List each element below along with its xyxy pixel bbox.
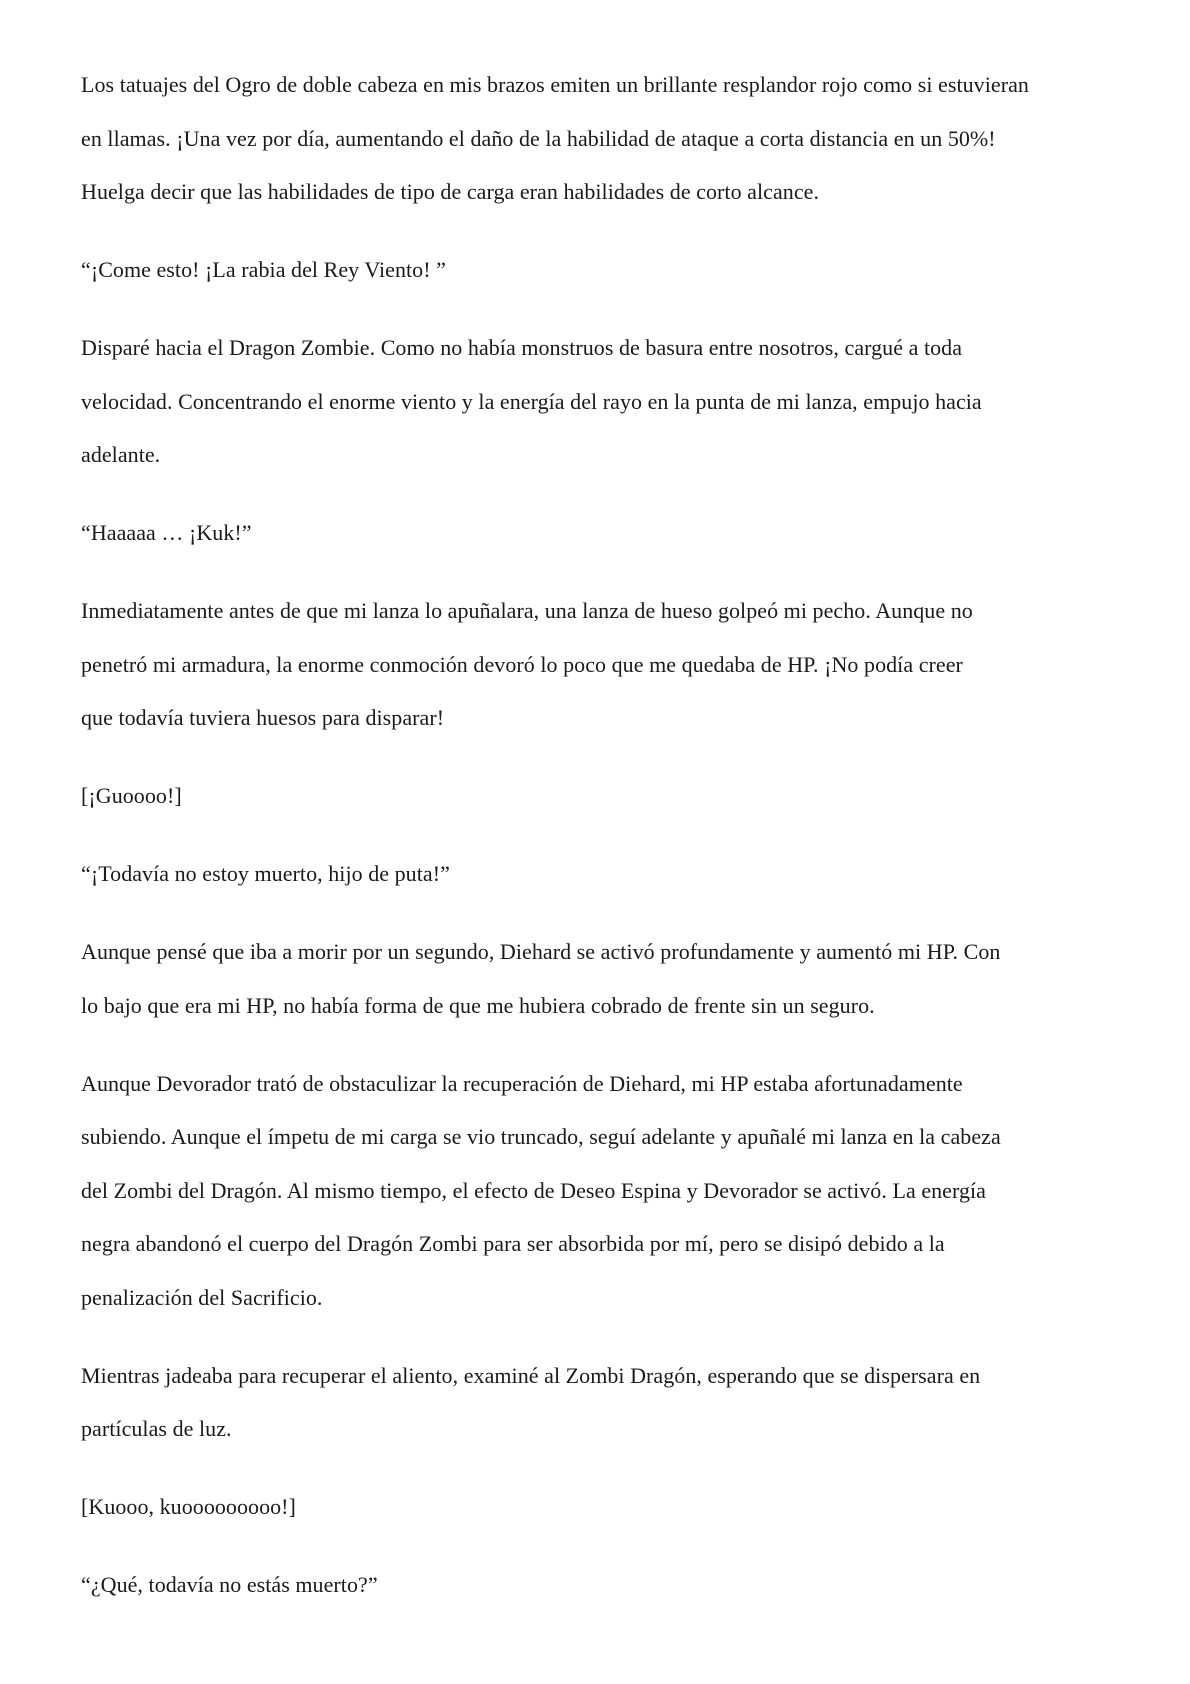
paragraph-1 [81, 58, 1121, 219]
text-line: que todavía tuviera huesos para disparar! [81, 705, 445, 730]
paragraph-5 [81, 584, 1121, 745]
text-line: Disparé hacia el Dragon Zombie. Como no había monstruos de basura entre nosotros, cargué a toda [81, 335, 963, 360]
text-line: Inmediatamente antes de que mi lanza lo apuñalara, una lanza de hueso golpeó mi pecho. Aunque no [81, 598, 973, 623]
text-line: Aunque Devorador trató de obstaculizar la recuperación de Diehard, mi HP estaba afortunadamente [81, 1070, 963, 1096]
text-line: penetró mi armadura, la enorme conmoción devoró lo poco que me quedaba de HP. ¡No podía creer [81, 651, 963, 677]
text-line: negra abandonó el cuerpo del Dragón Zombi para ser absorbida por mí, pero se disipó debido a la [81, 1231, 945, 1256]
text-line: lo bajo que era mi HP, no había forma de que me hubiera cobrado de frente sin un seguro. [81, 992, 875, 1018]
text-line: “¿Qué, todavía no estás muerto?” [81, 1572, 378, 1597]
text-line: [¡Guoooo!] [81, 783, 182, 808]
text-line: velocidad. Concentrando el enorme viento y la energía del rayo en la punta de mi lanza, empujo hacia [81, 388, 982, 414]
paragraph-6 [81, 769, 1121, 823]
text-line: [Kuooo, kuooooooooo!] [81, 1494, 296, 1519]
paragraph-11 [81, 1480, 1121, 1534]
paragraph-9 [81, 1057, 1121, 1325]
text-line: Los tatuajes del Ogro de doble cabeza en mis brazos emiten un brillante resplandor rojo como si estuvieran [81, 72, 1029, 97]
document-page [81, 58, 1121, 1636]
text-line: “¡Todavía no estoy muerto, hijo de puta!” [81, 861, 450, 886]
text-line: Mientras jadeaba para recuperar el aliento, examiné al Zombi Dragón, esperando que se dispersara en [81, 1362, 981, 1388]
text-line: en llamas. ¡Una vez por día, aumentando el daño de la habilidad de ataque a corta distancia en un 50%! [81, 125, 996, 151]
text-line: del Zombi del Dragón. Al mismo tiempo, el efecto de Deseo Espina y Devorador se activó. La energía [81, 1177, 986, 1203]
text-line: Aunque pensé que iba a morir por un segundo, Diehard se activó profundamente y aumentó mi HP. Con [81, 939, 1001, 964]
text-line: subiendo. Aunque el ímpetu de mi carga se vio truncado, seguí adelante y apuñalé mi lanza en la cabeza [81, 1124, 1001, 1149]
paragraph-4 [81, 506, 1121, 560]
paragraph-8 [81, 925, 1121, 1032]
text-line: adelante. [81, 442, 161, 467]
text-line: partículas de luz. [81, 1416, 232, 1441]
paragraph-10 [81, 1349, 1121, 1456]
paragraph-3 [81, 321, 1121, 482]
text-line: Huelga decir que las habilidades de tipo de carga eran habilidades de corto alcance. [81, 179, 820, 204]
text-line: “¡Come esto! ¡La rabia del Rey Viento! ” [81, 257, 446, 282]
text-line: “Haaaaa … ¡Kuk!” [81, 520, 252, 545]
paragraph-7 [81, 847, 1121, 901]
paragraph-2 [81, 243, 1121, 297]
paragraph-12 [81, 1558, 1121, 1612]
text-line: penalización del Sacrificio. [81, 1284, 323, 1310]
